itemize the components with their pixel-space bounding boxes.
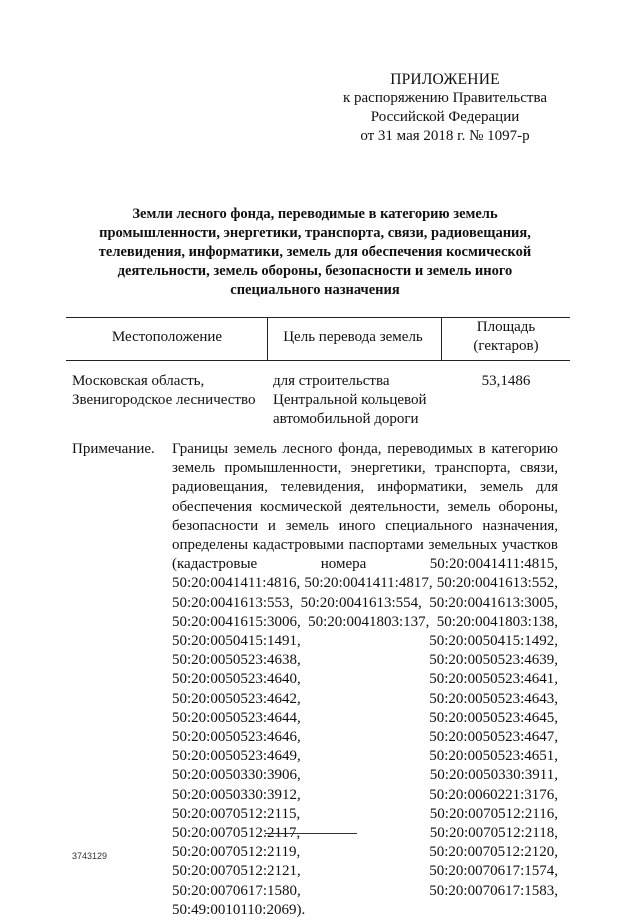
location-line-1: Московская область,	[72, 373, 205, 389]
title-line-3: телевидения, информатики, земель для обеспечения космической	[98, 244, 532, 260]
title-line-2: промышленности, энергетики, транспорта, связи, радиовещания,	[99, 225, 531, 241]
table-cell-location	[72, 372, 267, 410]
bottom-separator	[265, 833, 357, 834]
appendix-line-order: к распоряжению Правительства	[342, 90, 547, 106]
location-line-2: Звенигородское лесничество	[72, 392, 256, 408]
title-line-5: специального назначения	[230, 282, 400, 298]
title-line-4: деятельности, земель обороны, безопасности и земель иного	[117, 263, 513, 279]
appendix-line-date: от 31 мая 2018 г. № 1097-р	[360, 128, 530, 144]
purpose-line-2: Центральной кольцевой	[273, 392, 427, 408]
column-header-location: Местоположение	[111, 329, 223, 345]
column-header-area	[442, 318, 570, 356]
purpose-line-3: автомобильной дороги	[273, 411, 419, 427]
appendix-title: ПРИЛОЖЕНИЕ	[390, 71, 500, 88]
table-cell-area: 53,1486	[481, 373, 531, 389]
column-header-purpose: Цель перевода земель	[283, 329, 423, 345]
column-header-area-line-2: (гектаров)	[473, 338, 539, 354]
appendix-header	[330, 70, 560, 146]
title-line-1: Земли лесного фонда, переводимые в категорию земель	[132, 206, 498, 222]
column-header-area-line-1: Площадь	[476, 319, 536, 335]
table-cell-purpose	[273, 372, 443, 429]
note-label: Примечание.	[72, 441, 155, 457]
appendix-line-country: Российской Федерации	[370, 109, 520, 125]
document-number: 3743129	[72, 851, 108, 861]
table-header-rule	[66, 360, 570, 361]
note-text: Границы земель лесного фонда, переводимых в категорию земель промышленности, энергетики, транспорта, связи, радиовещания, телевидения, информатики, земель для обеспечения космической деятельности, земель обороны, безопасности и земель иного специального назначения, определены кадастровыми паспортами земельных участков (кадастровые номера 50:20:0041411:4815, 50:20:0041411:4816, 50:20:0041411:4817, 50:20:0041613:552, 50:20:0041613:553, 50:20:0041613:554, 50:20:0041613:3005, 50:20:0041615:3006, 50:20:0041803:137, 50:20:0041803:138, 50:20:0050415:1491, 50:20:0050415:1492, 50:20:0050523:4638, 50:20:0050523:4639, 50:20:0050523:4640, 50:20:0050523:4641, 50:20:0050523:4642, 50:20:0050523:4643, 50:20:0050523:4644, 50:20:0050523:4645, 50:20:0050523:4646, 50:20:0050523:4647, 50:20:0050523:4649, 50:20:0050523:4651, 50:20:0050330:3906, 50:20:0050330:3911, 50:20:0050330:3912, 50:20:0060221:3176, 50:20:0070512:2115, 50:20:0070512:2116, 50:20:0070512:2117, 50:20:0070512:2118, 50:20:0070512:2119, 50:20:0070512:2120, 50:20:0070512:2121, 50:20:0070617:1574, 50:20:0070617:1580, 50:20:0070617:1583, 50:49:0010110:2069).	[172, 441, 558, 918]
purpose-line-1: для строительства	[273, 373, 390, 389]
document-title	[72, 205, 558, 300]
